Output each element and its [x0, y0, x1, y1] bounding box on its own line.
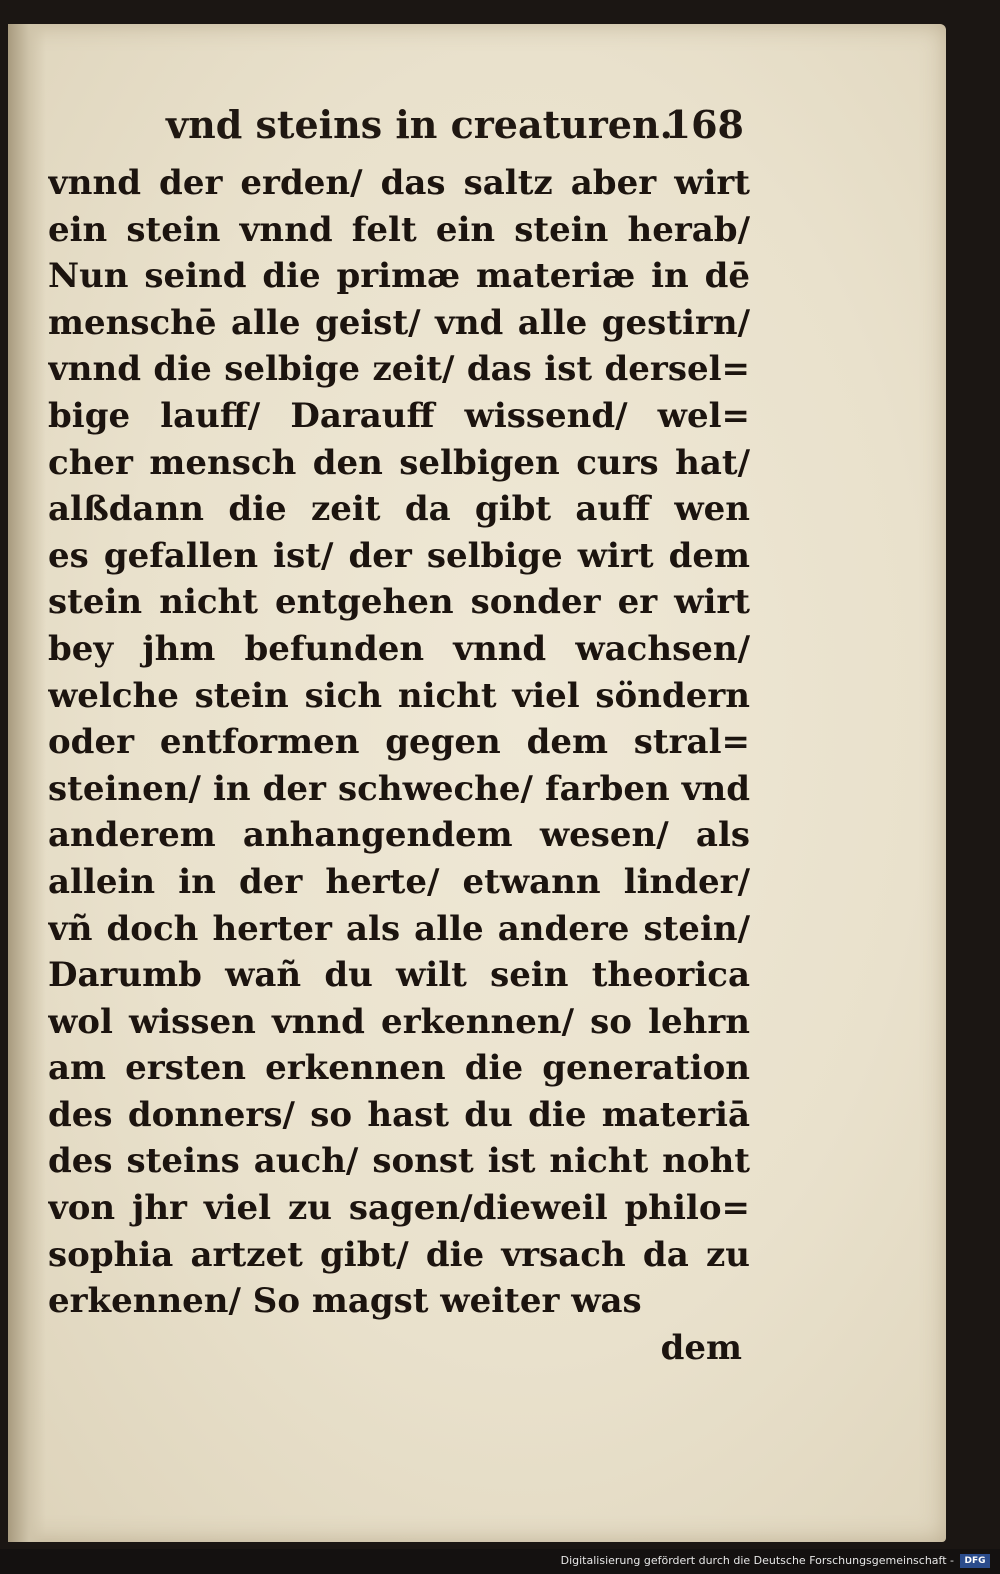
- text-line: vnnd die selbige zeit/ das ist dersel=: [48, 349, 750, 390]
- text-line: von jhr viel zu sagen/dieweil philo=: [48, 1188, 750, 1229]
- text-line: steinen/ in der schweche/ farben vnd: [48, 768, 750, 809]
- text-line: wol wissen vnnd erkennen/ so lehrn: [48, 1001, 750, 1042]
- text-line: Darumb wañ du wilt sein theorica: [48, 955, 750, 996]
- running-head: [48, 92, 750, 160]
- page-gutter-shadow: [8, 24, 46, 1542]
- text-line: oder entformen gegen dem stral=: [48, 722, 750, 763]
- funding-credit: Digitalisierung gefördert durch die Deutsche Forschungsgemeinschaft -: [560, 1554, 954, 1567]
- text-line: ein stein vnnd felt ein stein herab/: [48, 209, 750, 250]
- text-line: alßdann die zeit da gibt auff wen: [48, 489, 750, 530]
- text-line: vñ doch herter als alle andere stein/: [48, 908, 750, 949]
- text-line: bige lauff/ Darauff wissend/ wel=: [48, 395, 750, 436]
- text-line: es gefallen ist/ der selbige wirt dem: [48, 535, 750, 576]
- text-line: anderem anhangendem wesen/ als: [48, 815, 750, 856]
- text-line: am ersten erkennen die generation: [48, 1048, 750, 1089]
- text-line: allein in der herte/ etwann linder/: [48, 861, 750, 902]
- page-number: 168: [664, 102, 744, 147]
- text-line: des steins auch/ sonst ist nicht noht: [48, 1141, 750, 1182]
- text-line: sophia artzet gibt/ die vrsach da zu: [48, 1234, 750, 1275]
- text-line: cher mensch den selbigen curs hat/: [48, 442, 750, 483]
- text-line: bey jhm befunden vnnd wachsen/: [48, 628, 750, 669]
- text-line: vnnd der erden/ das saltz aber wirt: [48, 163, 750, 203]
- text-line: erkennen/ So magst weiter was: [48, 1281, 642, 1322]
- catchword: dem: [660, 1327, 742, 1368]
- text-line: Nun seind die primæ materiæ in dē: [48, 256, 750, 297]
- dfg-logo: DFG: [960, 1554, 990, 1568]
- text-line: welche stein sich nicht viel söndern: [48, 675, 750, 716]
- text-line: stein nicht entgehen sonder er wirt: [48, 582, 750, 623]
- text-block: [48, 92, 750, 1371]
- text-line: des donners/ so hast du die materiā: [48, 1094, 750, 1135]
- body-text: [48, 160, 750, 1325]
- footer-bar: [0, 1549, 1000, 1574]
- book-page: [8, 24, 946, 1542]
- text-line: menschē alle geist/ vnd alle gestirn/: [48, 302, 750, 343]
- running-head-title: vnd steins in creaturen.: [166, 102, 673, 147]
